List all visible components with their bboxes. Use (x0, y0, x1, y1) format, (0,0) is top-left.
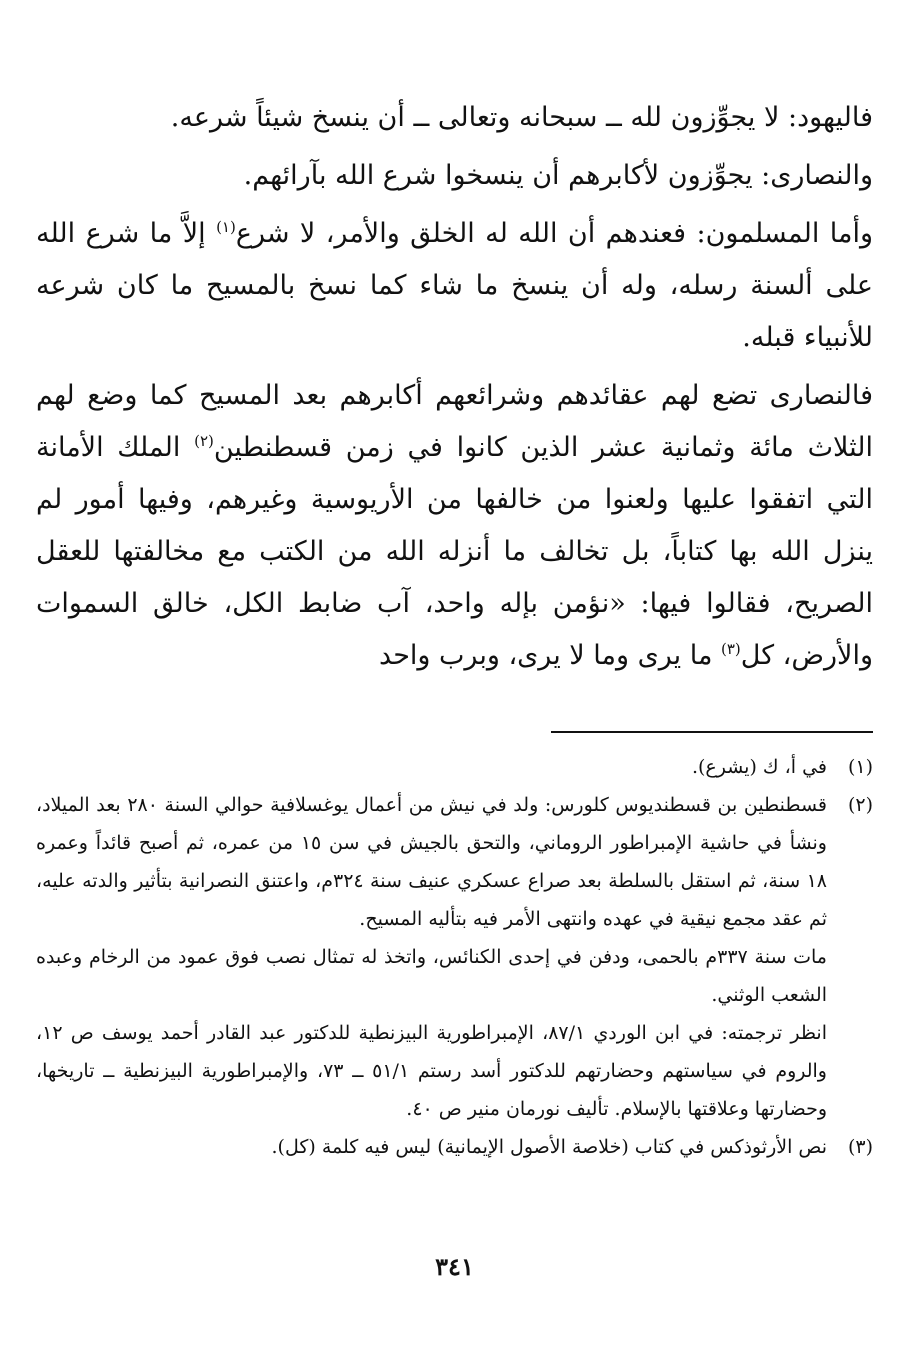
footnote-text: مات سنة ٣٣٧م بالحمى، ودفن في إحدى الكنائس، واتخذ له تمثال نصب فوق عمود من الرخام وعبده الشعب الوثني. (36, 946, 827, 1006)
paragraph-christians-text: والنصارى: يجوِّزون لأكابرهم أن ينسخوا شرع الله بآرائهم. (243, 160, 873, 191)
footnote-number: (٢) (847, 794, 873, 816)
paragraph-muslims-text-b: إلاَّ ما شرع الله على ألسنة رسله، وله أن ينسخ ما شاء كما نسخ بالمسيح ما كان شرعه للأنبياء قبله. (36, 218, 873, 353)
paragraph-creed-text-a: فالنصارى تضع لهم عقائدهم وشرائعهم أكابرهم بعد المسيح كما وضع لهم الثلاث مائة وثمانية عشر الذين كانوا في زمن قسطنطين (36, 380, 874, 463)
paragraph-creed-text-c: ما يرى وما لا يرى، وبرب واحد (379, 640, 721, 671)
footnote-3 (36, 1128, 873, 1166)
paragraph-christians (36, 150, 873, 202)
footnote-body (36, 1128, 827, 1166)
paragraph-jews-text: فاليهود: لا يجوِّزون لله ــ سبحانه وتعالى ــ أن ينسخ شيئاً شرعه. (170, 102, 873, 133)
footnote-separator (551, 731, 873, 733)
footnote-body (36, 786, 827, 1128)
footnotes (36, 748, 873, 1166)
footnote-body (36, 748, 827, 786)
footnote-2 (36, 786, 873, 1128)
main-text (36, 92, 873, 682)
footnote-text: انظر ترجمته: في ابن الوردي ٨٧/١، الإمبراطورية البيزنطية للدكتور عبد القادر أحمد يوسف ص ١٢، والروم في سياستهم وحضارتهم للدكتور أسد رستم ٥١/١ ــ ٧٣، والإمبراطورية البيزنطية ــ تاريخها، وحضارتها وعلاقتها بالإسلام. تأليف نورمان منير ص ٤٠. (36, 1022, 827, 1120)
footnote-text: نص الأرثوذكس في كتاب (خلاصة الأصول الإيمانية) ليس فيه كلمة (كل). (271, 1136, 827, 1158)
footnote-text: قسطنطين بن قسطنديوس كلورس: ولد في نيش من أعمال يوغسلافية حوالي السنة ٢٨٠ بعد الميلاد، ونشأ في حاشية الإمبراطور الروماني، والتحق بالجيش في سن ١٥ من عمره، ثم أصبح قائداً وعمره ١٨ سنة، ثم استقل بالسلطة بعد صراع عسكري عنيف سنة ٣٢٤م، واعتنق النصرانية بتأثير والدته عليه، ثم عقد مجمع نيقية في عهده وانتهى الأمر فيه بتأليه المسيح. (36, 794, 827, 930)
footnote-ref-2[interactable]: (٢) (194, 432, 214, 450)
paragraph-creed-text-b: الملك الأمانة التي اتفقوا عليها ولعنوا من خالفها من الأريوسية وغيرهم، وفيها أمور لم ينزل الله بها كتاباً، بل تخالف ما أنزله الله من الكتب مع مخالفتها للعقل الصريح، فقالوا فيها: «نؤمن بإله واحد، آب ضابط الكل، خالق السموات والأرض، كل (36, 432, 874, 671)
paragraph-jews (36, 92, 873, 144)
footnote-text: في أ، ك (يشرع). (691, 756, 827, 778)
footnote-ref-3[interactable]: (٣) (721, 640, 741, 658)
footnote-1 (36, 748, 873, 786)
footnote-number: (١) (847, 756, 873, 778)
paragraph-muslims (36, 208, 873, 364)
page-number: ٣٤١ (435, 1252, 474, 1281)
paragraph-muslims-text-a: وأما المسلمون: فعندهم أن الله له الخلق والأمر، لا شرع (235, 218, 873, 249)
footnote-number: (٣) (847, 1136, 873, 1158)
paragraph-christian-creed (36, 370, 873, 682)
footnote-ref-1[interactable]: (١) (216, 218, 236, 236)
